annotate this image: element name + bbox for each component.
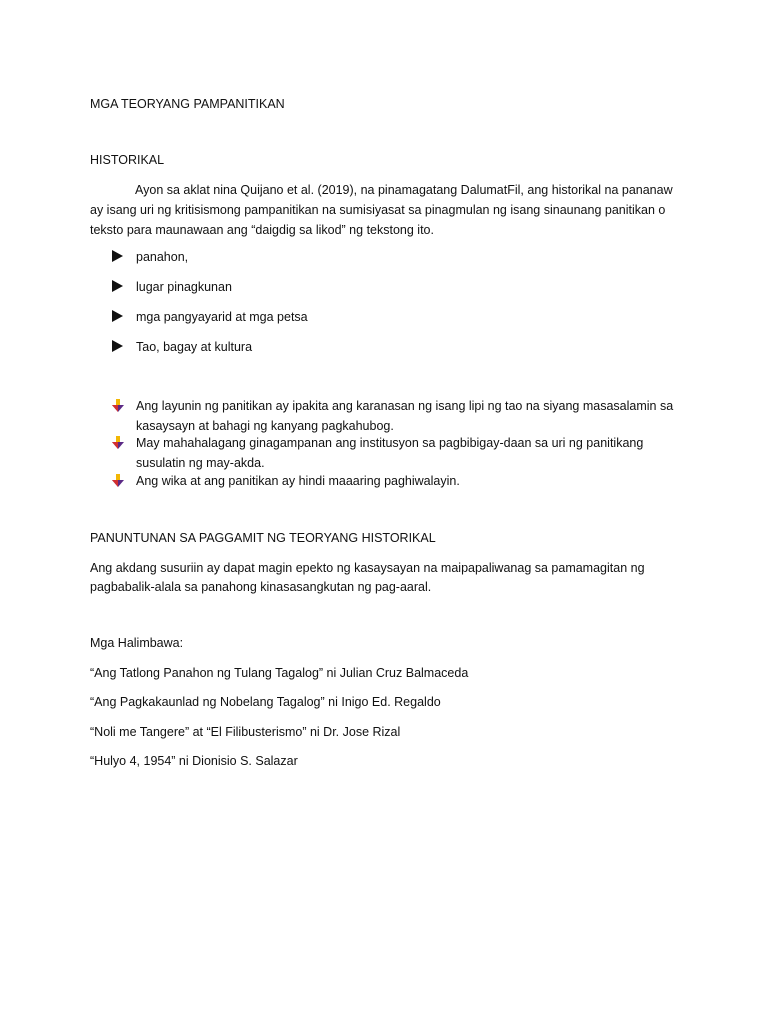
example-item: “Ang Pagkakaunlad ng Nobelang Tagalog” ni Inigo Ed. Regaldo: [90, 695, 441, 709]
document-page: MGA TEORYANG PAMPANITIKAN HISTORIKAL Ayon sa aklat nina Quijano et al. (2019), na pinamagatang DalumatFil, ang historikal na pananaw ay isang uri ng kritisismong pampanitikan na sumisiyasat sa pinagmulan ng isang sinaunang panitikan o teksto para maunawaan ang “daigdig sa likod” ng tekstong ito. panahon, lugar pinagkunan mga pangyayarid at mga petsa Tao, bagay at kultura Ang layunin ng panitikan ay ipakita ang karanasan ng isang lipi ng tao na siyang masasalamin sa kasaysayn at bahagi ng kanyang pagkahubog. May mahahalagang ginagampanan ang institusyon sa pagbibigay-daan sa uri ng panitikang susulatin ng may-akda. Ang wika at ang panitikan ay hindi maaaring paghiwalayin. PANUNTUNAN SA PAGGAMIT NG TEORYANG HISTORIKAL Ang akdang susuriin ay dapat magin epekto ng kasaysayan na maipapaliwanag sa pamamagitan ng pagbabalik-alala sa panahong kinasasangkutan ng pag-aaral. Mga Halimbawa: “Ang Tatlong Panahon ng Tulang Tagalog” ni Julian Cruz Balmaceda “Ang Pagkakaunlad ng Nobelang Tagalog” ni Inigo Ed. Regaldo “Noli me Tangere” at “El Filibusterismo” ni Dr. Jose Rizal “Hulyo 4, 1954” ni Dionisio S. Salazar: [0, 0, 768, 1024]
triangle-bullet-icon: [112, 280, 123, 292]
document-title: MGA TEORYANG PAMPANITIKAN: [90, 97, 285, 111]
paragraph-line: Ayon sa aklat nina Quijano et al. (2019), na pinamagatang DalumatFil, ang historikal na pananaw: [135, 183, 673, 197]
paragraph-line: pagbabalik-alala sa panahong kinasasangkutan ng pag-aaral.: [90, 580, 432, 594]
list-item: Tao, bagay at kultura: [112, 337, 252, 357]
triangle-bullet-icon: [112, 310, 123, 322]
list-item: mga pangyayarid at mga petsa: [112, 307, 308, 327]
arrow-down-bullet-icon: [112, 399, 124, 413]
example-item: “Ang Tatlong Panahon ng Tulang Tagalog” ni Julian Cruz Balmaceda: [90, 666, 469, 680]
arrow-down-bullet-icon: [112, 474, 124, 488]
triangle-bullet-icon: [112, 250, 123, 262]
examples-heading: Mga Halimbawa:: [90, 636, 184, 650]
example-item: “Hulyo 4, 1954” ni Dionisio S. Salazar: [90, 754, 298, 768]
triangle-bullet-icon: [112, 340, 123, 352]
section-heading-historikal: HISTORIKAL: [90, 153, 165, 167]
paragraph-line: teksto para maunawaan ang “daigdig sa likod” ng tekstong ito.: [90, 223, 434, 237]
list-item: lugar pinagkunan: [112, 277, 232, 297]
section-heading-panuntunan: PANUNTUNAN SA PAGGAMIT NG TEORYANG HISTORIKAL: [90, 531, 436, 545]
list-item: panahon,: [112, 247, 188, 267]
arrow-down-bullet-icon: [112, 436, 124, 450]
paragraph-line: Ang akdang susuriin ay dapat magin epekto ng kasaysayan na maipapaliwanag sa pamamagitan ng: [90, 561, 645, 575]
paragraph-line: ay isang uri ng kritisismong pampanitikan na sumisiyasat sa pinagmulan ng isang sinaunang panitikan o: [90, 203, 666, 217]
example-item: “Noli me Tangere” at “El Filibusterismo” ni Dr. Jose Rizal: [90, 725, 401, 739]
